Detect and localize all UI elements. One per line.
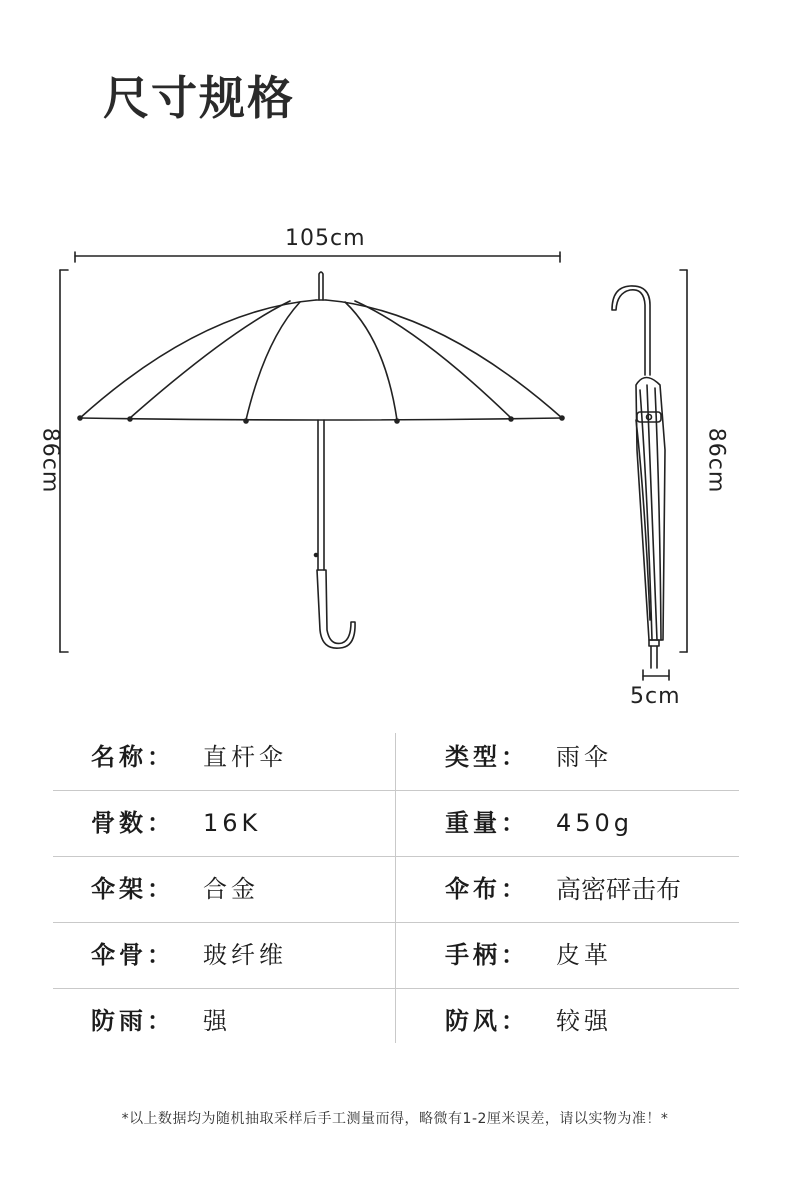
- spec-value: 高密砰击布: [556, 875, 682, 904]
- spec-key: 名称：: [91, 743, 175, 771]
- spec-value: 雨伞: [556, 743, 612, 771]
- height-dimension-line-right: [680, 270, 687, 652]
- spec-value: 强: [203, 1007, 231, 1035]
- spec-key: 类型：: [445, 743, 529, 771]
- spec-row: [53, 725, 739, 791]
- closed-diameter-label: 5cm: [630, 684, 681, 709]
- spec-key: 手柄：: [445, 941, 529, 969]
- width-dimension-line: [75, 252, 560, 262]
- spec-key: 伞架：: [91, 875, 175, 903]
- spec-table: [53, 725, 739, 1054]
- spec-row: [53, 791, 739, 857]
- spec-row: [53, 923, 739, 989]
- spec-key: 防风：: [445, 1007, 529, 1035]
- open-height-label: 86cm: [37, 427, 63, 494]
- spec-value: 16K: [203, 809, 262, 837]
- open-umbrella-drawing: [78, 272, 564, 648]
- spec-value: 玻纤维: [203, 941, 287, 969]
- spec-value: 450g: [556, 809, 634, 837]
- spec-value: 直杆伞: [203, 743, 287, 771]
- spec-value: 合金: [203, 875, 259, 903]
- closed-umbrella-drawing: [612, 286, 665, 668]
- spec-key: 伞骨：: [91, 941, 175, 969]
- diameter-dimension-line: [643, 670, 669, 680]
- open-width-label: 105cm: [285, 226, 366, 251]
- footnote: *以上数据均为随机抽取采样后手工测量而得，略微有1-2厘米误差，请以实物为准！*: [121, 1111, 669, 1127]
- spec-key: 骨数：: [91, 809, 175, 837]
- spec-key: 防雨：: [91, 1007, 175, 1035]
- spec-value: 较强: [556, 1007, 612, 1035]
- spec-row: [53, 989, 739, 1054]
- closed-height-label: 86cm: [703, 427, 729, 494]
- spec-key: 伞布：: [445, 875, 529, 903]
- spec-value: 皮革: [556, 941, 612, 969]
- spec-key: 重量：: [445, 809, 529, 837]
- spec-row: [53, 857, 739, 923]
- page-title: 尺寸规格: [103, 71, 295, 125]
